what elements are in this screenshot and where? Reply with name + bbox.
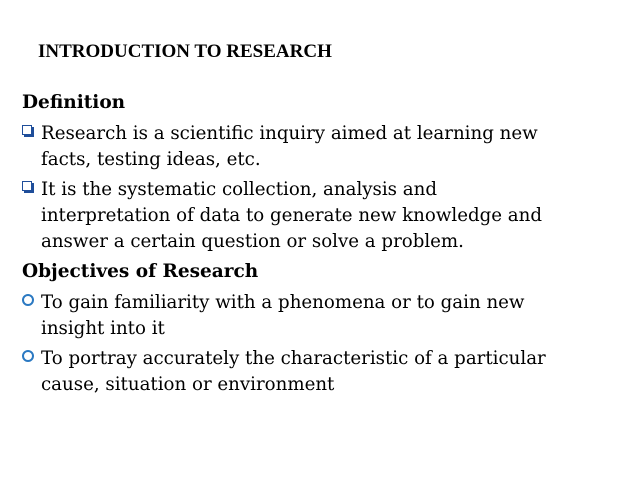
list-item xyxy=(22,290,602,342)
square-bullet-icon xyxy=(22,181,32,191)
list-item-text: To gain familiarity with a phenomena or to gain new insight into it xyxy=(41,292,525,339)
section-heading-definition: Definition xyxy=(22,92,126,113)
list-item xyxy=(22,177,602,255)
slide-title: INTRODUCTION TO RESEARCH xyxy=(38,41,332,62)
section-heading-objectives: Objectives of Research xyxy=(22,261,259,282)
circle-bullet-icon xyxy=(22,294,34,306)
square-bullet-icon xyxy=(22,125,32,135)
list-item xyxy=(22,121,602,173)
list-item-text: It is the systematic collection, analysis and interpretation of data to generate new knowledge and answer a certain question or solve a problem. xyxy=(41,179,542,252)
list-item-text: To portray accurately the characteristic of a particular cause, situation or environment xyxy=(41,348,546,395)
circle-bullet-icon xyxy=(22,350,34,362)
list-item xyxy=(22,346,602,398)
list-item-text: Research is a scientific inquiry aimed at learning new facts, testing ideas, etc. xyxy=(41,123,538,170)
